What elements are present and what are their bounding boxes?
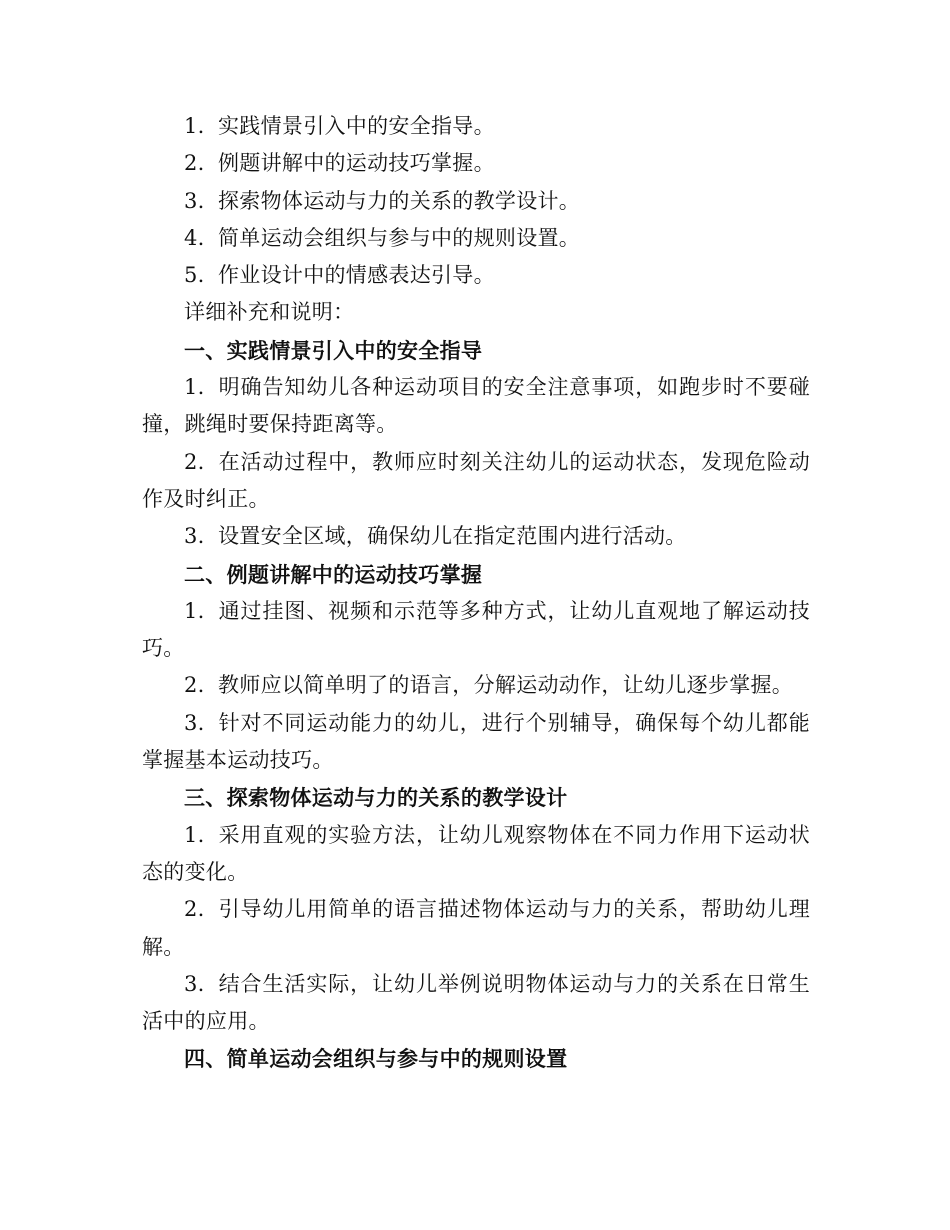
item-text: 采用直观的实验方法，让幼儿观察物体在不同力作用下运动状 <box>218 822 810 847</box>
item-text: 结合生活实际，让幼儿举例说明物体运动与力的关系在日常生 <box>218 971 810 996</box>
item-text: 设置安全区域，确保幼儿在指定范围内进行活动。 <box>218 524 687 549</box>
item-text: 教师应以简单明了的语言，分解运动动作，让幼儿逐步掌握。 <box>218 673 794 698</box>
paragraph-line <box>142 891 810 928</box>
item-text: 探索物体运动与力的关系的教学设计。 <box>218 188 581 213</box>
item-number: 4. <box>184 225 205 250</box>
document-body <box>142 108 810 1078</box>
summary-item <box>142 183 810 220</box>
item-text: 引导幼儿用简单的语言描述物体运动与力的关系，帮助幼儿理 <box>218 897 810 922</box>
item-text: 在活动过程中，教师应时刻关注幼儿的运动状态，发现危险动 <box>218 449 810 474</box>
item-text: 明确告知幼儿各种运动项目的安全注意事项，如跑步时不要碰 <box>218 375 810 400</box>
item-number: 1. <box>184 822 205 847</box>
summary-item <box>142 108 810 145</box>
paragraph-line <box>142 444 810 481</box>
paragraph-line: 作及时纠正。 <box>142 486 270 511</box>
paragraph-line: 解。 <box>142 934 185 959</box>
summary-item <box>142 257 810 294</box>
item-number: 2. <box>184 897 205 922</box>
summary-item <box>142 145 810 182</box>
section-heading: 三、探索物体运动与力的关系的教学设计 <box>184 785 568 811</box>
item-number: 2. <box>184 151 205 176</box>
paragraph-line <box>142 369 810 406</box>
item-number: 3. <box>184 971 205 996</box>
paragraph-line <box>142 518 810 555</box>
item-text: 实践情景引入中的安全指导。 <box>218 114 495 138</box>
item-number: 3. <box>184 710 205 735</box>
paragraph-line: 活中的应用。 <box>142 1009 270 1034</box>
item-number: 3. <box>184 188 205 213</box>
item-number: 1. <box>184 375 205 400</box>
item-number: 2. <box>184 673 205 698</box>
section-heading: 四、简单运动会组织与参与中的规则设置 <box>184 1046 568 1072</box>
item-text: 针对不同运动能力的幼儿，进行个别辅导，确保每个幼儿都能 <box>218 710 810 735</box>
intro-text: 详细补充和说明： <box>184 300 355 325</box>
item-number: 3. <box>184 524 205 549</box>
paragraph-line: 巧。 <box>142 636 185 661</box>
paragraph-line: 撞，跳绳时要保持距离等。 <box>142 412 398 437</box>
paragraph-line <box>142 817 810 854</box>
summary-item <box>142 220 810 257</box>
paragraph-line <box>142 705 810 742</box>
item-text: 作业设计中的情感表达引导。 <box>218 263 495 288</box>
item-text: 例题讲解中的运动技巧掌握。 <box>218 151 495 176</box>
item-text: 通过挂图、视频和示范等多种方式，让幼儿直观地了解运动技 <box>218 598 810 623</box>
paragraph-line: 掌握基本运动技巧。 <box>142 748 334 773</box>
section-heading: 一、实践情景引入中的安全指导 <box>184 337 483 363</box>
paragraph-line <box>142 593 810 630</box>
item-number: 1. <box>184 598 205 623</box>
paragraph-line: 态的变化。 <box>142 859 249 884</box>
item-text: 简单运动会组织与参与中的规则设置。 <box>218 225 581 250</box>
item-number: 1. <box>184 114 205 138</box>
paragraph-line <box>142 966 810 1003</box>
paragraph-line <box>142 667 810 704</box>
section-heading: 二、例题讲解中的运动技巧掌握 <box>184 561 483 587</box>
item-number: 5. <box>184 263 205 288</box>
item-number: 2. <box>184 449 205 474</box>
